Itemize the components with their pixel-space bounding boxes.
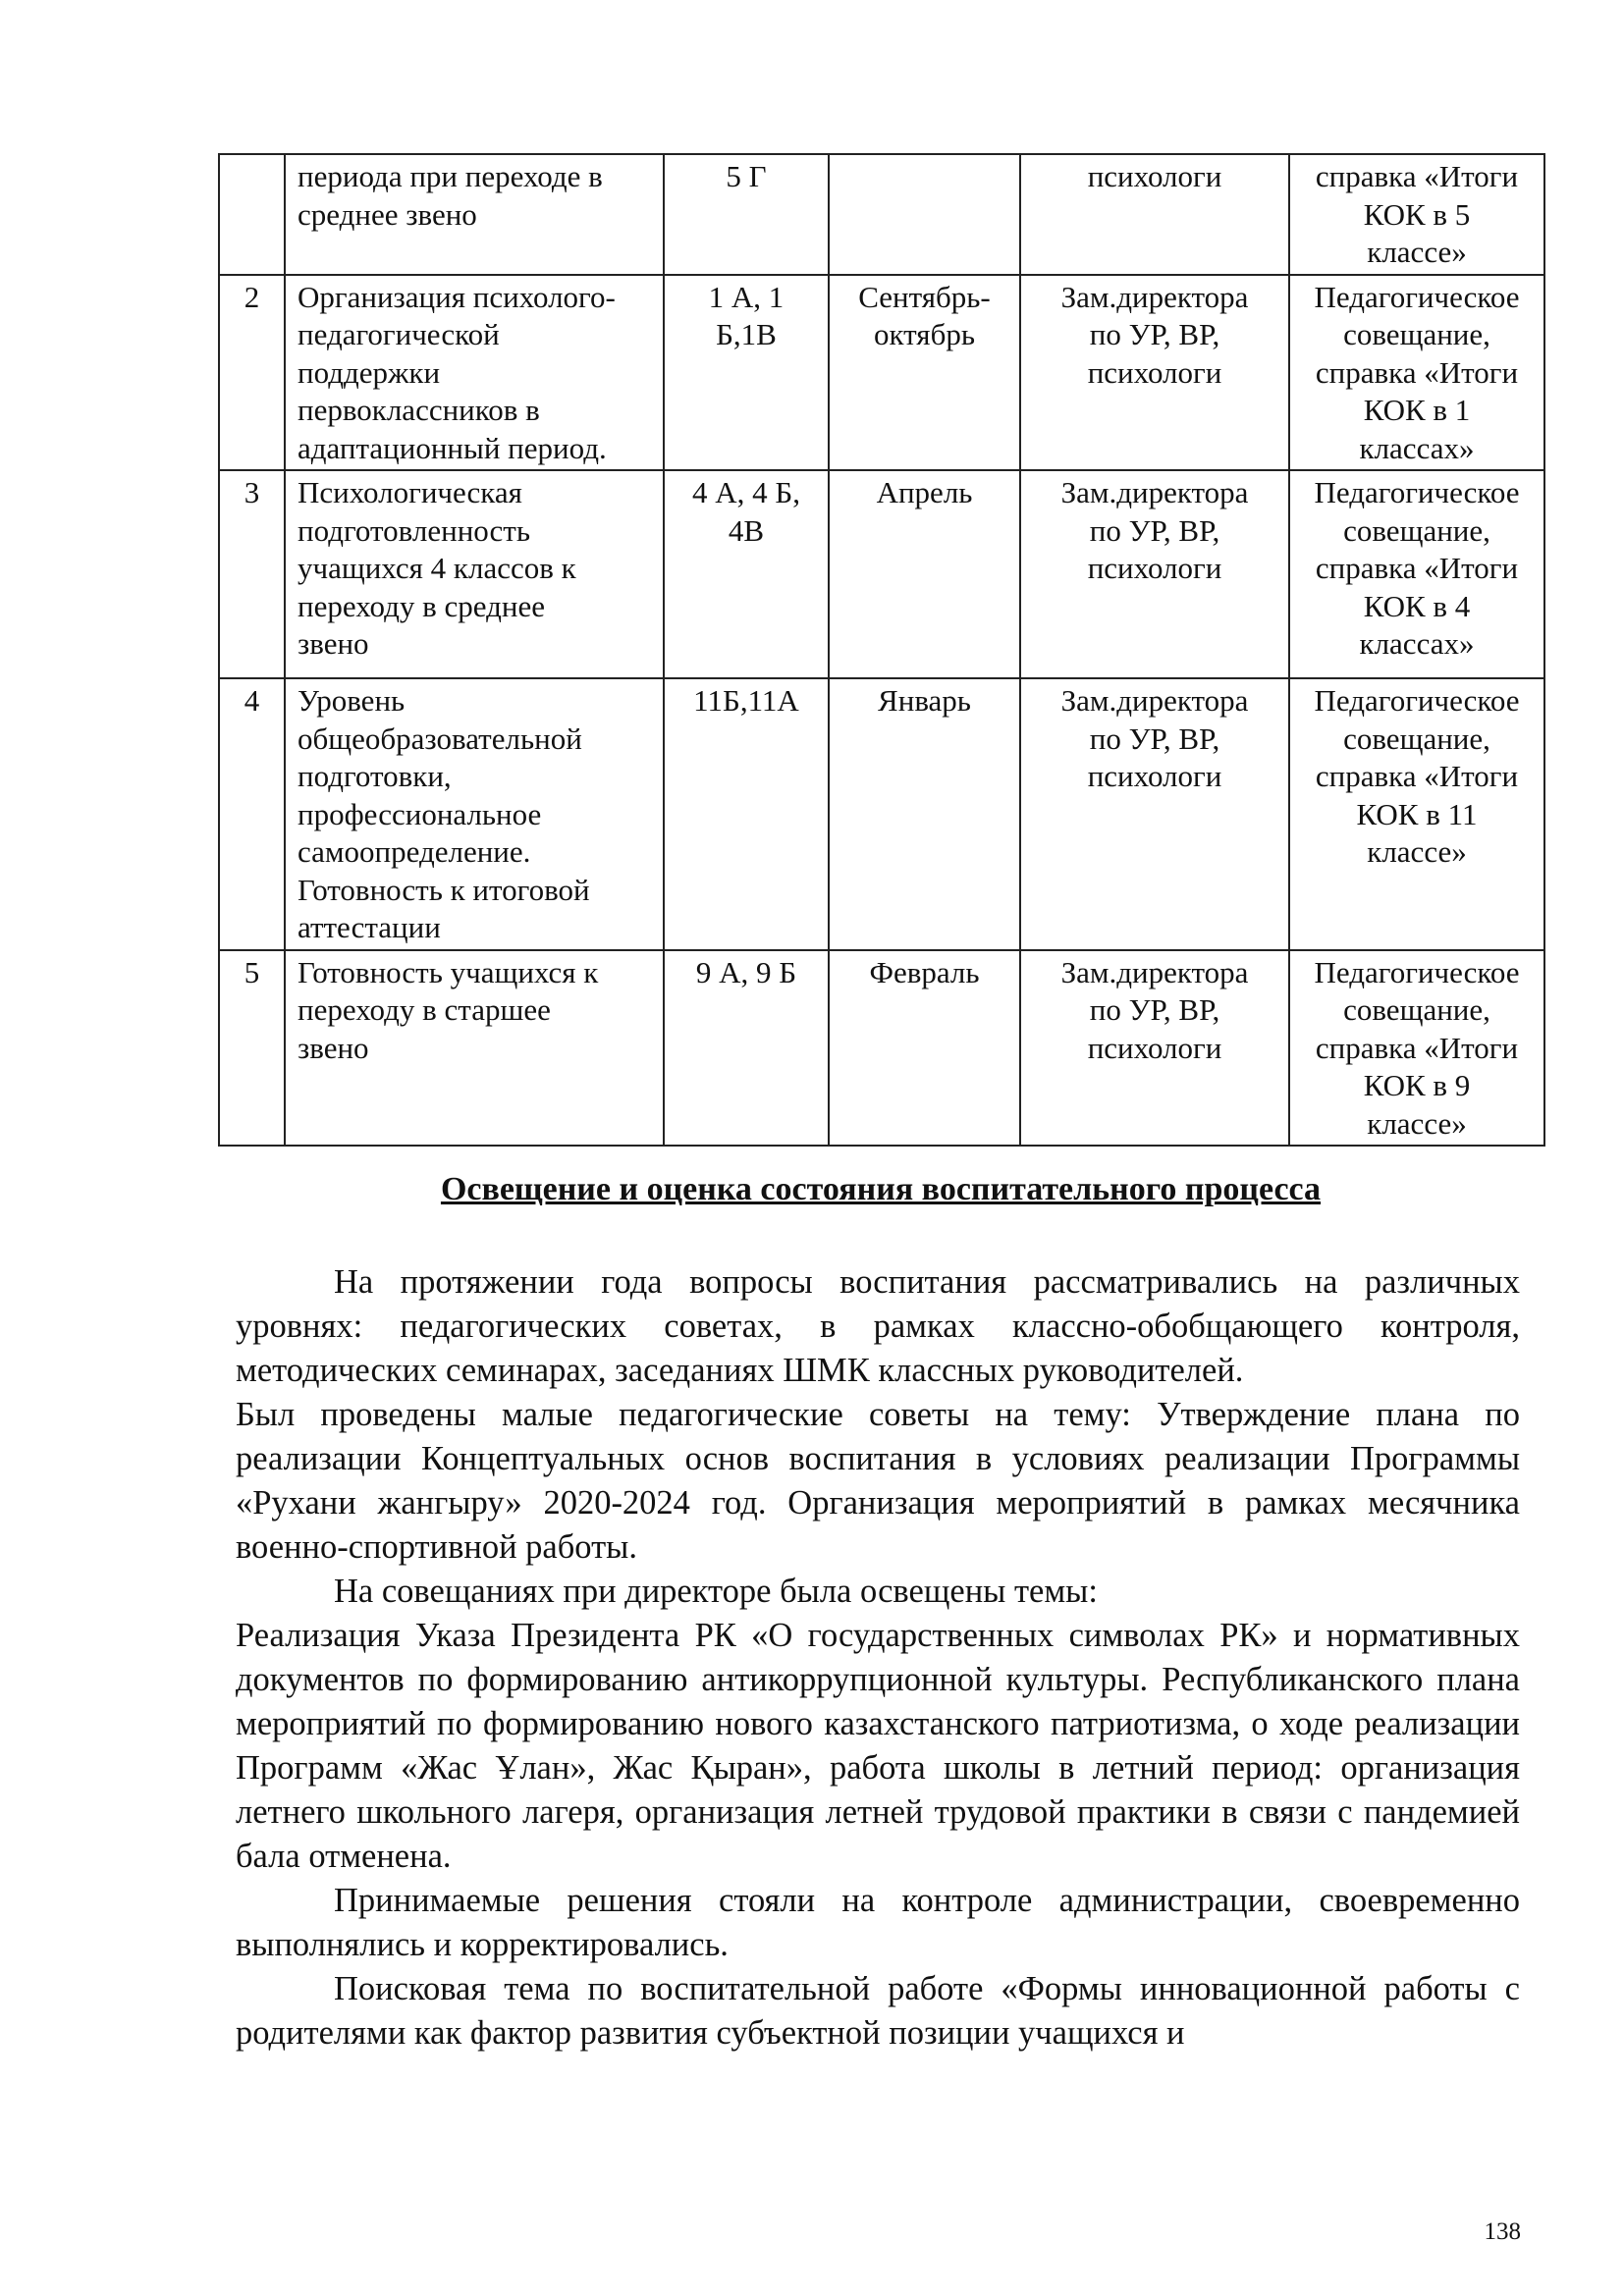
row-time xyxy=(829,154,1020,275)
section-title: Освещение и оценка состояния воспитательного процесса xyxy=(440,1171,1322,1207)
row-number: 3 xyxy=(219,470,285,678)
row-topic: Психологическая подготовленность учащихся 4 классов к переходу в среднее звено xyxy=(285,470,664,678)
row-classes: 9 А, 9 Б xyxy=(664,950,829,1147)
row-classes: 11Б,11А xyxy=(664,678,829,950)
paragraph: Реализация Указа Президента РК «О государственных символах РК» и нормативных документов по формированию антикоррупционной культуры. Республиканского плана мероприятий по формированию нового казахстанского патриотизма, о ходе реализации Программ «Жас Ұлан», Жас Қыран», работа школы в летний период: организация летнего школьного лагеря, организация летней трудовой практики в связи с пандемией бала отменена. xyxy=(236,1617,1520,1875)
row-result: справка «Итоги КОК в 5 классе» xyxy=(1289,154,1544,275)
row-number: 2 xyxy=(219,275,285,471)
row-time: Январь xyxy=(829,678,1020,950)
paragraph: Поисковая тема по воспитательной работе «Формы инновационной работы с родителями как фактор развития субъектной позиции учащихся и xyxy=(236,1970,1520,2052)
row-result: Педагогическое совещание, справка «Итоги КОК в 1 классах» xyxy=(1289,275,1544,471)
row-number xyxy=(219,154,285,275)
paragraph: На протяжении года вопросы воспитания рассматривались на различных уровнях: педагогических советах, в рамках классно-обобщающего контроля, методических семинарах, заседаниях ШМК классных руководителей. xyxy=(236,1263,1520,1389)
row-responsible: Зам.директора по УР, ВР, психологи xyxy=(1020,275,1289,471)
row-time: Апрель xyxy=(829,470,1020,678)
row-number: 5 xyxy=(219,950,285,1147)
row-number: 4 xyxy=(219,678,285,950)
row-result: Педагогическое совещание, справка «Итоги КОК в 9 классе» xyxy=(1289,950,1544,1147)
paragraph: Принимаемые решения стояли на контроле администрации, своевременно выполнялись и корректировались. xyxy=(236,1882,1520,1963)
paragraph: Был проведены малые педагогические советы на тему: Утверждение плана по реализации Концептуальных основ воспитания в условиях реализации Программы «Рухани жангыру» 2020-2024 год. Организация мероприятий в рамках месячника военно-спортивной работы. xyxy=(236,1396,1520,1566)
row-topic: периода при переходе в среднее звено xyxy=(285,154,664,275)
row-topic: Готовность учащихся к переходу в старшее звено xyxy=(285,950,664,1147)
row-topic: Уровень общеобразовательной подготовки, профессиональное самоопределение. Готовность к итоговой аттестации xyxy=(285,678,664,950)
row-result: Педагогическое совещание, справка «Итоги КОК в 11 классе» xyxy=(1289,678,1544,950)
row-classes: 1 А, 1 Б,1В xyxy=(664,275,829,471)
row-responsible: Зам.директора по УР, ВР, психологи xyxy=(1020,950,1289,1147)
row-responsible: Зам.директора по УР, ВР, психологи xyxy=(1020,470,1289,678)
row-classes: 5 Г xyxy=(664,154,829,275)
row-topic: Организация психолого- педагогической поддержки первоклассников в адаптационный период. xyxy=(285,275,664,471)
row-time: Февраль xyxy=(829,950,1020,1147)
table-row xyxy=(219,275,1544,471)
row-result: Педагогическое совещание, справка «Итоги КОК в 4 классах» xyxy=(1289,470,1544,678)
table-row xyxy=(219,950,1544,1147)
page-number: 138 xyxy=(1484,2218,1521,2245)
row-classes: 4 А, 4 Б, 4В xyxy=(664,470,829,678)
row-responsible: Зам.директора по УР, ВР, психологи xyxy=(1020,678,1289,950)
row-responsible: психологи xyxy=(1020,154,1289,275)
body-text xyxy=(236,1260,1520,2056)
table-row xyxy=(219,154,1544,275)
paragraph: На совещаниях при директоре была освещены темы: xyxy=(334,1573,1098,1610)
table-row xyxy=(219,678,1544,950)
plan-table xyxy=(218,153,1545,1147)
row-time: Сентябрь- октябрь xyxy=(829,275,1020,471)
table-row xyxy=(219,470,1544,678)
